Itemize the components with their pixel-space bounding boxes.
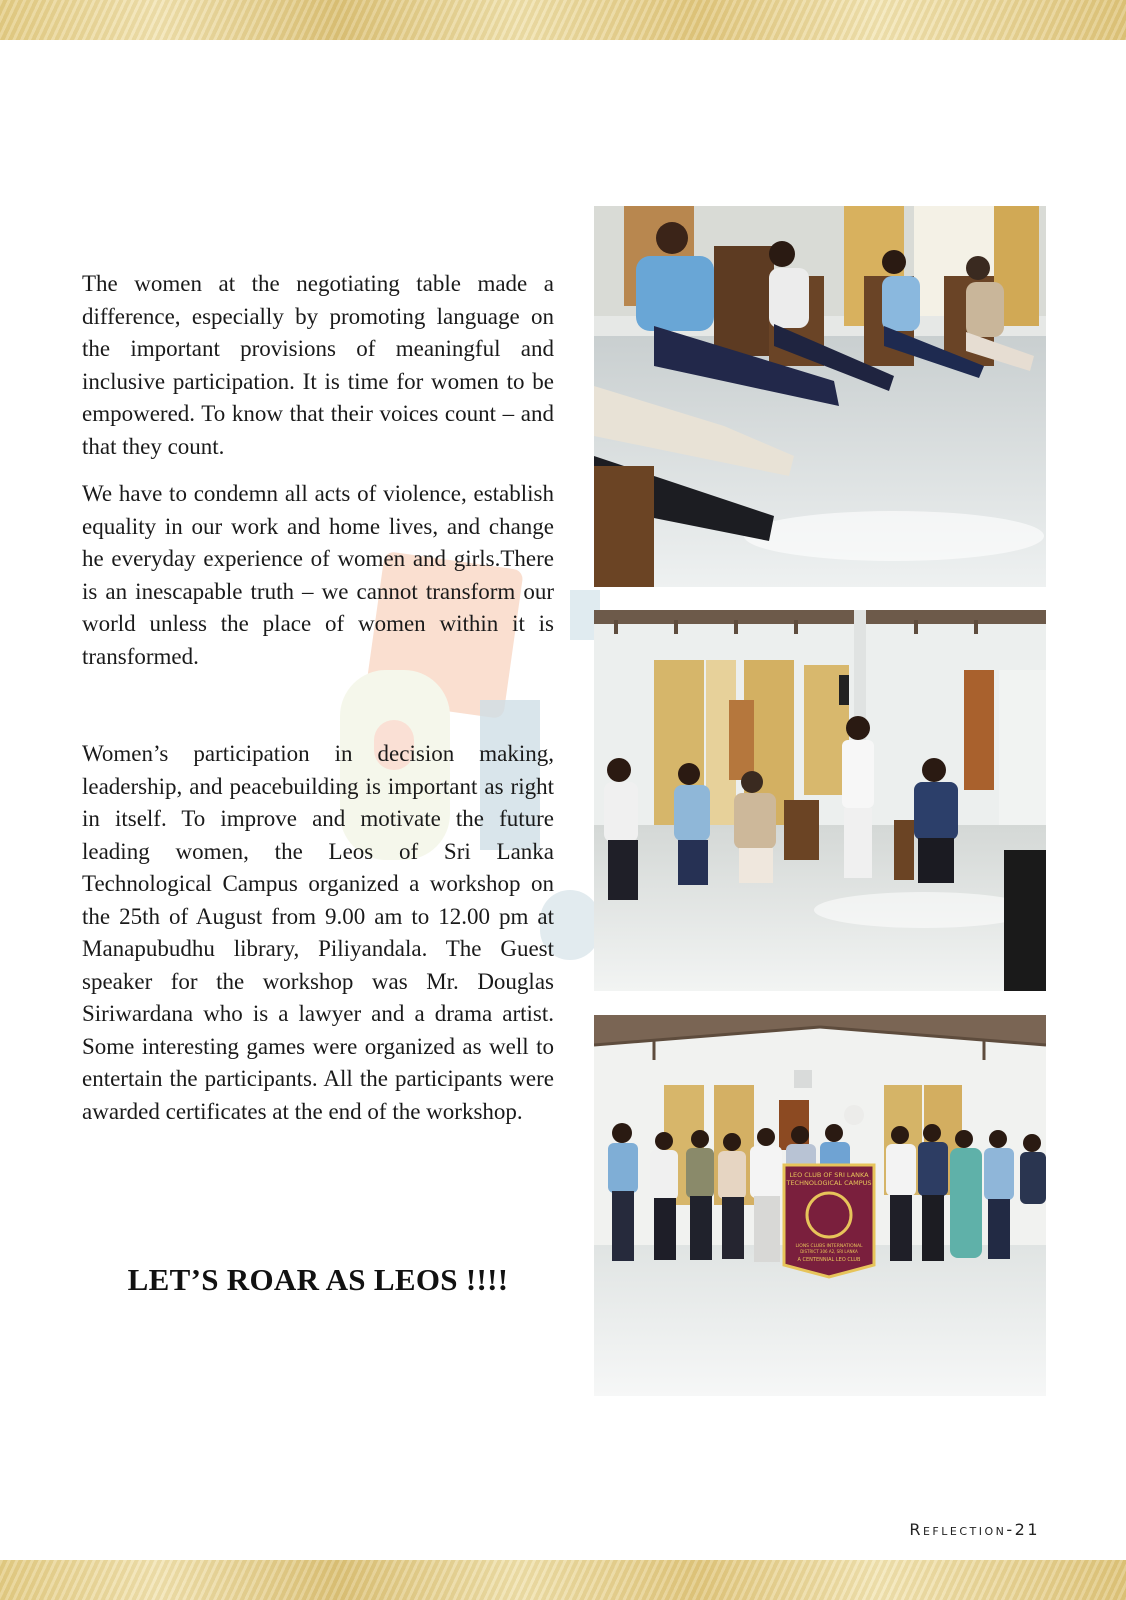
bottom-gold-border bbox=[0, 1560, 1126, 1600]
page-footer-label: Reflection-21 bbox=[909, 1520, 1040, 1539]
article-paragraph-2: We have to condemn all acts of violence, establish equality in our work and home lives, and change he everyday experience of women and girls.There is an inescapable truth – we cannot transform our world unless the place of women within it is transformed. bbox=[82, 481, 554, 669]
banner-line-2: TECHNOLOGICAL CAMPUS bbox=[786, 1179, 872, 1187]
banner-line-1: LEO CLUB OF SRI LANKA bbox=[789, 1171, 869, 1179]
banner-line-3: LIONS CLUBS INTERNATIONAL bbox=[795, 1244, 863, 1249]
top-gold-border bbox=[0, 0, 1126, 40]
slogan-heading: LET’S ROAR AS LEOS !!!! bbox=[127, 1262, 509, 1297]
photo-participants-seated bbox=[594, 206, 1046, 587]
photo-group-with-banner bbox=[594, 1015, 1046, 1396]
photo-guest-speaker bbox=[594, 610, 1046, 991]
article-paragraph-1: The women at the negotiating table made a difference, especially by promoting language on the important provisions of meaningful and inclusive participation. It is time for women to be empowered. To know that their voices count – and that they count. bbox=[82, 271, 554, 459]
banner-line-4: DISTRICT 306 A2, SRI LANKA bbox=[800, 1249, 858, 1254]
banner-line-5: A CENTENNIAL LEO CLUB bbox=[797, 1257, 861, 1263]
article-paragraph-3: Women’s participation in decision making, leadership, and peacebuilding is important as right in itself. To improve and motivate the future leading women, the Leos of Sri Lanka Technological Campus organized a workshop on the 25th of August from 9.00 am to 12.00 pm at Manapubudhu library, Piliyandala. The Guest speaker for the workshop was Mr. Douglas Siriwardana who is a lawyer and a drama artist. Some interesting games were organized as well to entertain the participants. All the participants were awarded certificates at the end of the workshop. bbox=[82, 741, 554, 1124]
